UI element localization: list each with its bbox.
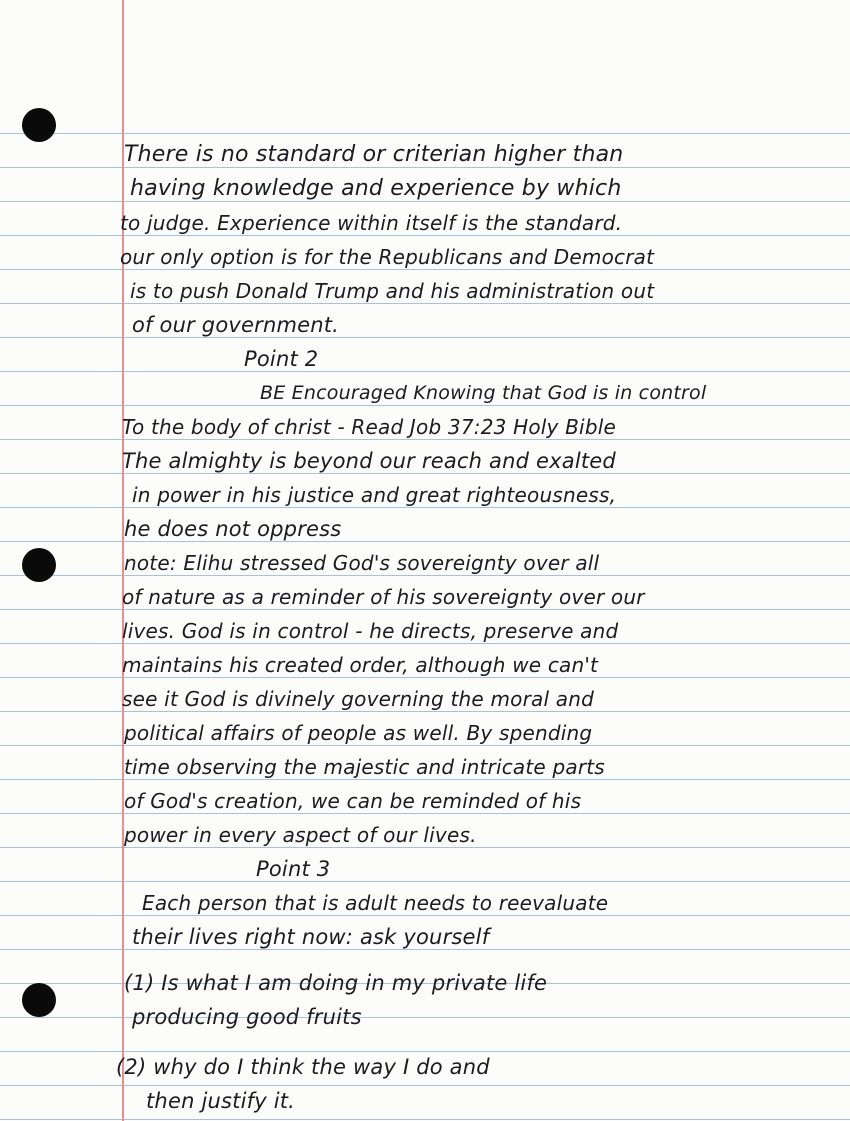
text-line: note: Elihu stressed God's sovereignty over all (124, 551, 600, 575)
text-line: maintains his created order, although we can't (122, 653, 599, 677)
list-item-continued: then justify it. (146, 1089, 296, 1113)
text-line: see it God is divinely governing the moral and (122, 687, 595, 711)
binder-hole-bottom (22, 983, 56, 1017)
text-line: political affairs of people as well. By spending (124, 721, 593, 745)
section-heading: Point 2 (244, 347, 319, 371)
list-item-continued: producing good fruits (132, 1005, 362, 1029)
text-line: of nature as a reminder of his sovereignty over our (122, 585, 645, 609)
text-line: of God's creation, we can be reminded of his (124, 789, 582, 813)
binder-hole-top (22, 108, 56, 142)
text-line: is to push Donald Trump and his administration out (130, 279, 655, 303)
list-item: (2) why do I think the way I do and (116, 1055, 490, 1079)
text-line: lives. God is in control - he directs, preserve and (122, 619, 619, 643)
text-line: in power in his justice and great righteousness, (132, 483, 617, 507)
text-line: our only option is for the Republicans and Democrat (120, 245, 655, 269)
section-subheading: BE Encouraged Knowing that God is in control (260, 382, 707, 404)
text-line: to judge. Experience within itself is the standard. (120, 211, 623, 235)
text-line: he does not oppress (124, 517, 342, 541)
list-item: (1) Is what I am doing in my private life (124, 971, 548, 995)
text-line: There is no standard or criterian higher than (124, 142, 624, 167)
text-line: time observing the majestic and intricate parts (124, 755, 605, 779)
text-line: The almighty is beyond our reach and exalted (122, 449, 616, 473)
text-line: having knowledge and experience by which (130, 176, 622, 201)
text-line: their lives right now: ask yourself (132, 925, 490, 949)
page-top-blank (0, 0, 850, 100)
binder-hole-middle (22, 548, 56, 582)
text-line: power in every aspect of our lives. (124, 823, 477, 847)
text-line: of our government. (132, 313, 340, 337)
section-heading: Point 3 (256, 857, 331, 881)
text-line: Each person that is adult needs to reevaluate (142, 891, 609, 915)
text-line: To the body of christ - Read Job 37:23 Holy Bible (122, 415, 616, 439)
